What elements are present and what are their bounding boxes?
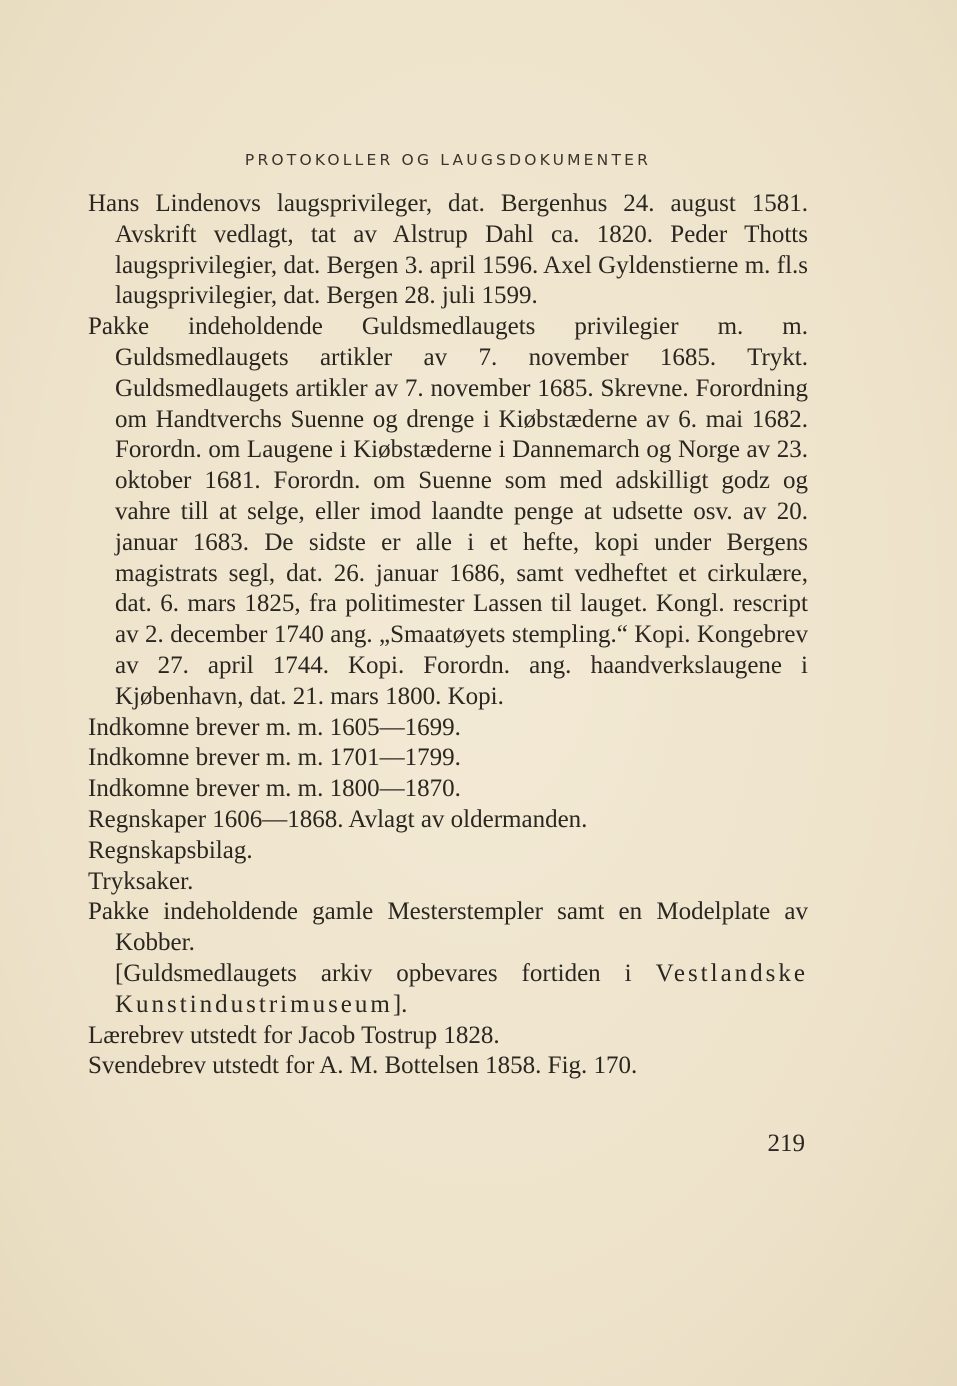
- archive-note-open: [Guldsmedlaugets arkiv opbevares fortiden i: [115, 959, 656, 987]
- entry-apprentice-letter: Lærebrev utstedt for Jacob Tostrup 1828.: [88, 1021, 500, 1049]
- entry-package-privileges: Pakke indeholdende Guldsmedlaugets privilegier m. m. Guldsmedlaugets artikler av 7. november 1685. Trykt. Guldsmedlaugets artikler av 7. november 1685. Skrevne. Forordning om Handtverchs Suenne og drenge i Kiøbstæderne av 6. mai 1682. Forordn. om Laugene i Kiøbstæderne i Dannemarch og Norge av 23. oktober 1681. Forordn. om Suenne som med adskilligt godz og vahre till at selge, eller imod laandte penge at udsette osv. av 20. januar 1683. De sidste er alle i et hefte, kopi under Bergens magistrats segl, dat. 26. januar 1686, samt vedheftet et cirkulære, dat. 6. mars 1825, fra politimester Lassen til lauget. Kongl. rescript av 2. december 1740 ang. „Smaatøyets stempling.“ Kopi. Kongebrev av 27. april 1744. Kopi. Forordn. ang. haandverkslaugene i Kjøbenhavn, dat. 21. mars 1800. Kopi.: [88, 313, 808, 710]
- entry-journeyman-letter: Svendebrev utstedt for A. M. Bottelsen 1858. Fig. 170.: [88, 1052, 638, 1080]
- entry-privileges: Hans Lindenovs laugsprivileger, dat. Bergenhus 24. august 1581. Avskrift vedlagt, tat av Alstrup Dahl ca. 1820. Peder Thotts laugsprivilegier, dat. Bergen 3. april 1596. Axel Gyldenstierne m. fl.s laugsprivilegier, dat. Bergen 28. juli 1599.: [88, 190, 808, 310]
- entry-master-stamps: Pakke indeholdende gamle Mesterstempler samt en Modelplate av Kobber.: [88, 898, 808, 957]
- archive-note: [88, 959, 808, 1021]
- entry-letters-1701: Indkomne brever m. m. 1701—1799.: [88, 744, 461, 772]
- entry-letters-1605: Indkomne brever m. m. 1605—1699.: [88, 713, 461, 741]
- entry-printed-matter: Tryksaker.: [88, 867, 194, 895]
- page-body: [88, 189, 808, 1082]
- running-head: PROTOKOLLER OG LAUGSDOKUMENTER: [244, 151, 652, 169]
- entry-account-vouchers: Regnskapsbilag.: [88, 836, 253, 864]
- page-number: 219: [767, 1130, 805, 1157]
- entry-accounts: Regnskaper 1606—1868. Avlagt av oldermanden.: [88, 805, 588, 833]
- entry-letters-1800: Indkomne brever m. m. 1800—1870.: [88, 775, 461, 803]
- museum-name: Vestlandske Kunstindustrimuseum: [115, 959, 808, 1018]
- archive-note-close: ].: [392, 990, 408, 1018]
